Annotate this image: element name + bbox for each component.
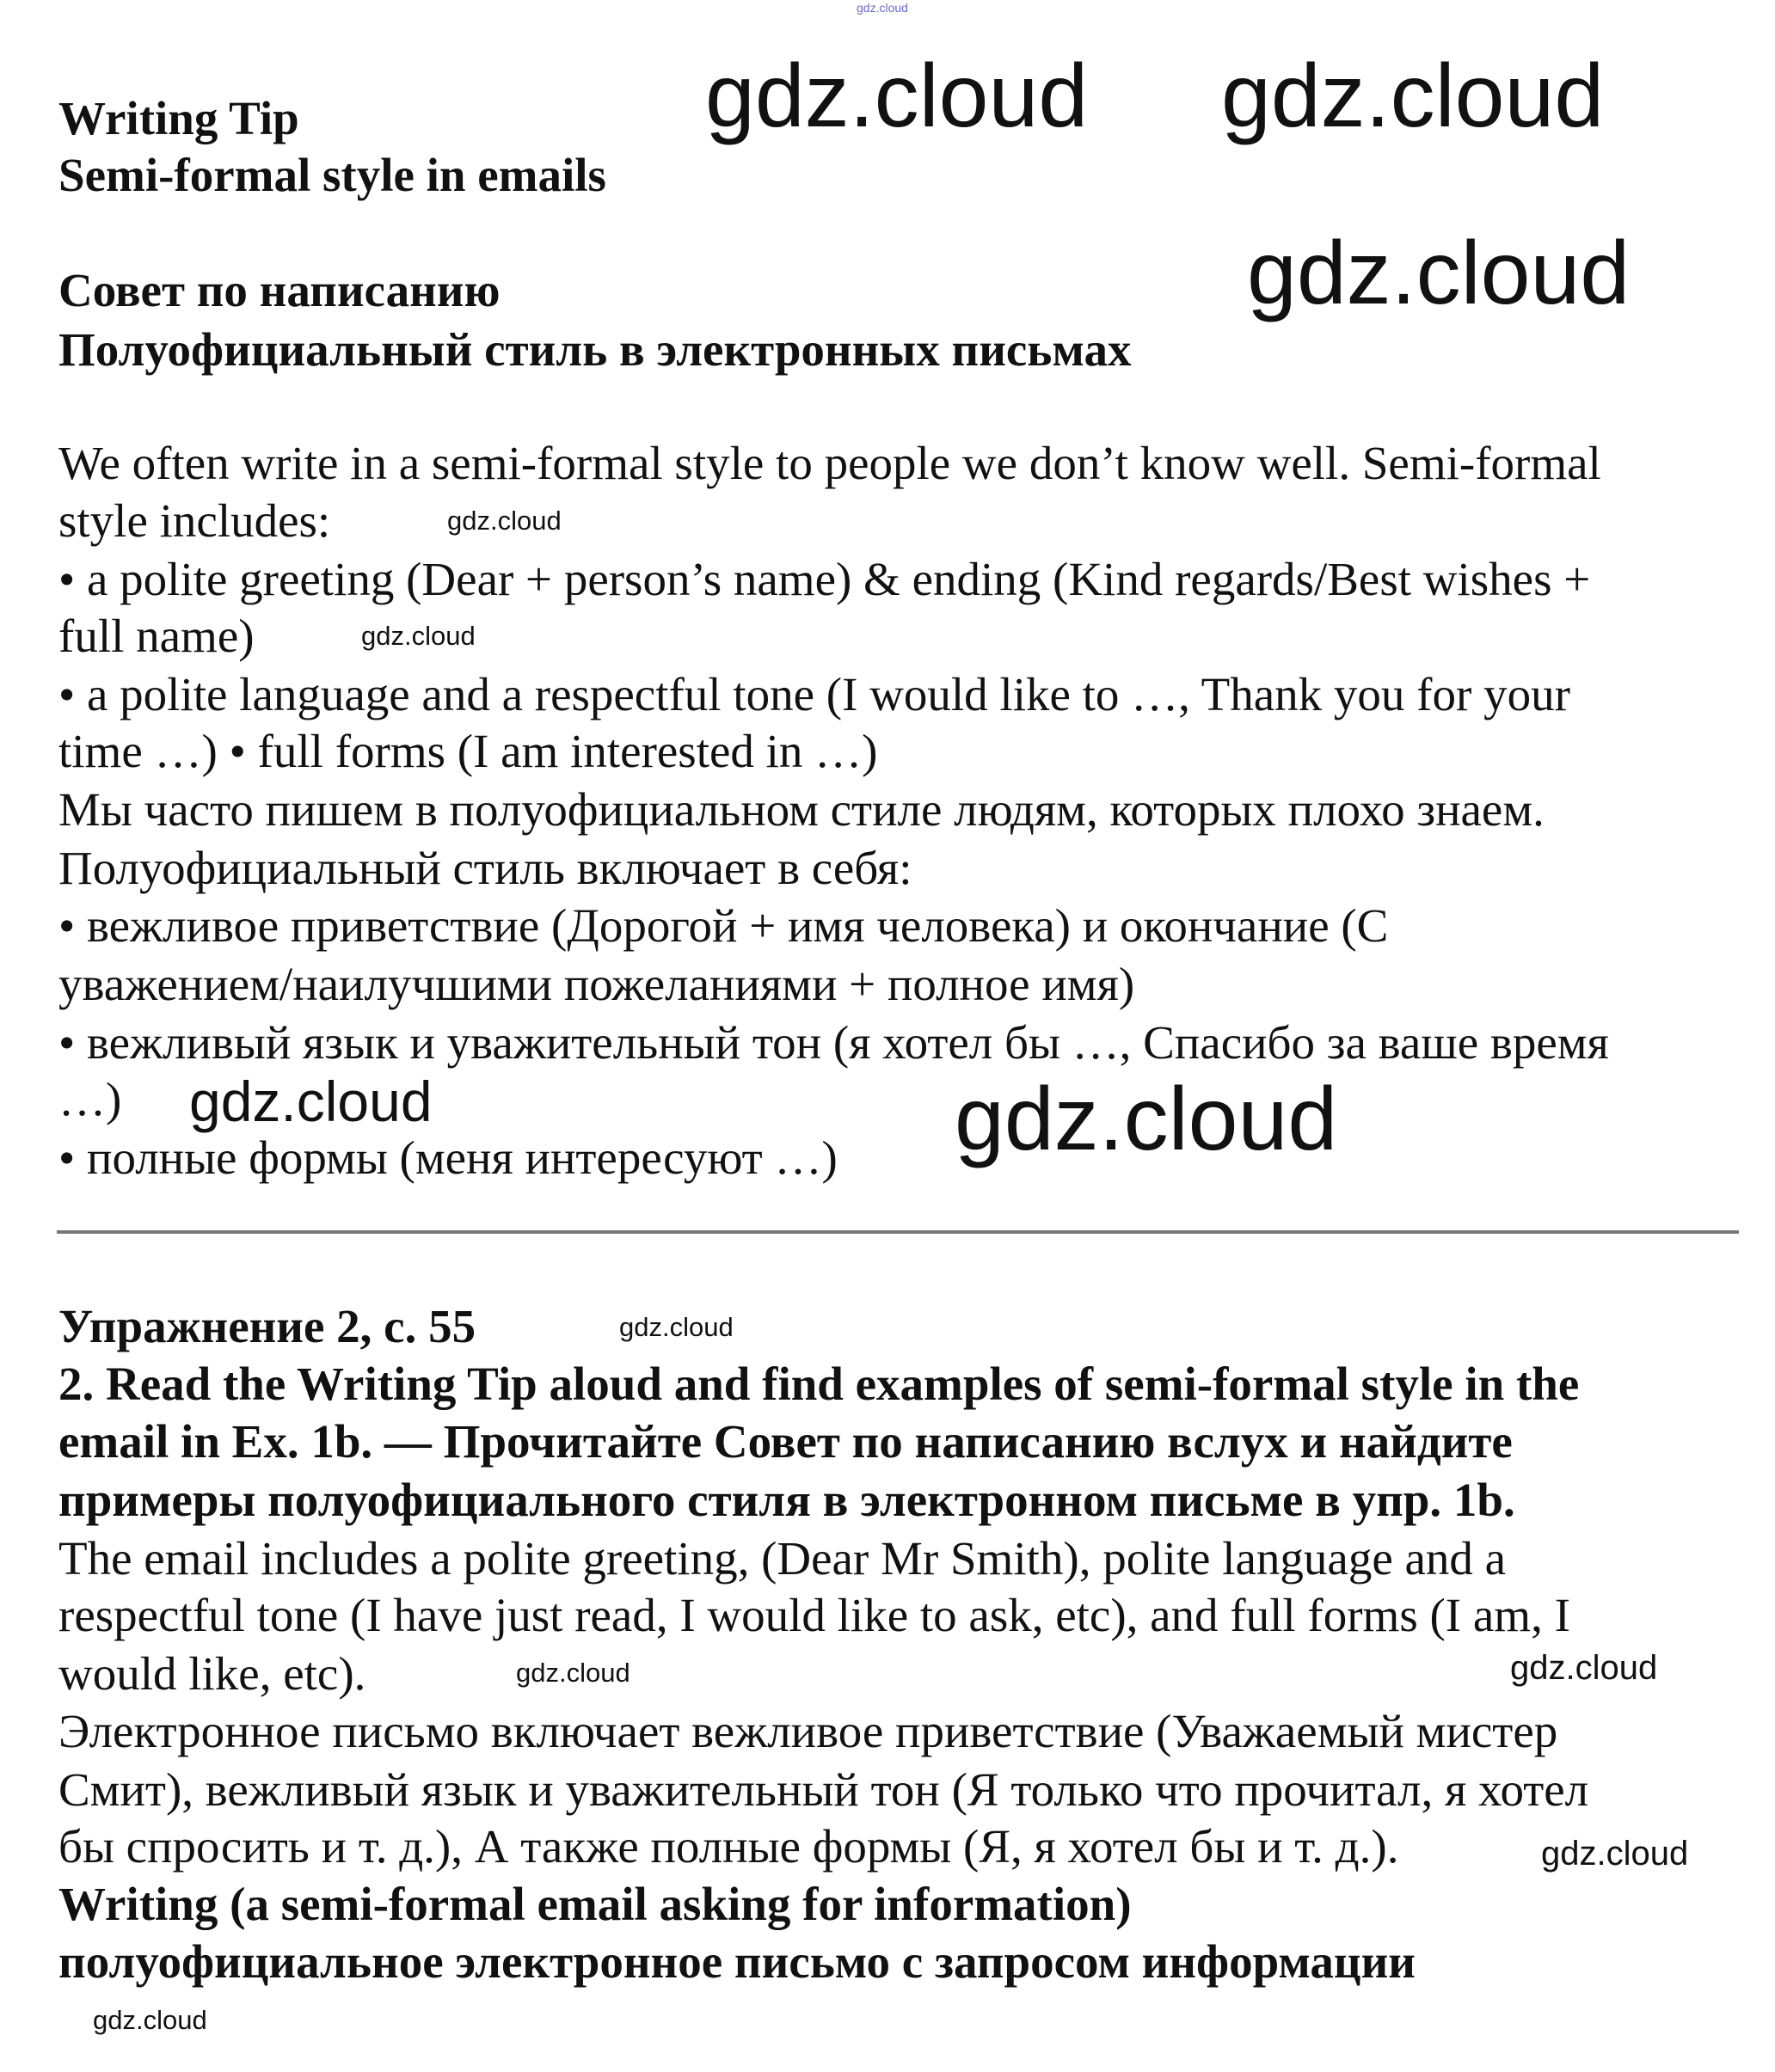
- answer-line-ru: Смит), вежливый язык и уважительный тон (Я только что прочитал, я хотел: [58, 1763, 1589, 1816]
- tip-subtitle-ru: Полуофициальный стиль в электронных письмах: [58, 323, 1132, 376]
- tip-text-line-ru: • полные формы (меня интересуют …): [58, 1131, 838, 1184]
- next-heading: Writing (a semi-formal email asking for information): [58, 1878, 1132, 1930]
- watermark: gdz.cloud: [1221, 46, 1605, 146]
- answer-line: The email includes a polite greeting, (Dear Mr Smith), polite language and a: [58, 1532, 1507, 1585]
- answer-line: would like, etc).: [58, 1647, 366, 1700]
- watermark: gdz.cloud: [189, 1070, 433, 1133]
- exercise-heading: Упражнение 2, с. 55: [58, 1300, 476, 1352]
- watermark: gdz.cloud: [705, 46, 1089, 146]
- tip-text-line: • a polite greeting (Dear + person’s name) & ending (Kind regards/Best wishes +: [58, 553, 1591, 605]
- watermark: gdz.cloud: [955, 1070, 1338, 1169]
- tip-title: Writing Tip: [58, 92, 299, 144]
- exercise-task-line: email in Ex. 1b. — Прочитайте Совет по написанию вслух и найдите: [58, 1415, 1513, 1468]
- tip-text-line-ru: …): [58, 1073, 122, 1125]
- watermark: gdz.cloud: [1510, 1649, 1658, 1687]
- tip-subtitle: Semi-formal style in emails: [58, 149, 606, 201]
- answer-line-ru: Электронное письмо включает вежливое приветствие (Уважаемый мистер: [58, 1705, 1558, 1757]
- watermark: gdz.cloud: [619, 1312, 734, 1342]
- watermark: gdz.cloud: [447, 506, 562, 536]
- exercise-task-line: примеры полуофициального стиля в электронном письме в упр. 1b.: [58, 1474, 1515, 1526]
- watermark-top: gdz.cloud: [857, 1, 908, 15]
- answer-line-ru: бы спросить и т. д.), А также полные формы (Я, я хотел бы и т. д.).: [58, 1820, 1399, 1873]
- watermark: gdz.cloud: [1247, 224, 1631, 323]
- tip-text-line-ru: Полуофициальный стиль включает в себя:: [58, 842, 912, 894]
- next-heading-ru: полуофициальное электронное письмо с запросом информации: [58, 1935, 1416, 1988]
- tip-text-line: style includes:: [58, 494, 331, 547]
- tip-text-line: We often write in a semi-formal style to people we don’t know well. Semi-formal: [58, 437, 1601, 489]
- tip-text-line-ru: Мы часто пишем в полуофициальном стиле людям, которых плохо знаем.: [58, 783, 1545, 836]
- tip-text-line-ru: уважением/наилучшими пожеланиями + полное имя): [58, 958, 1135, 1010]
- tip-text-line: • a polite language and a respectful tone (I would like to …, Thank you for your: [58, 668, 1570, 720]
- section-divider: [57, 1230, 1739, 1234]
- watermark: gdz.cloud: [516, 1658, 630, 1688]
- tip-text-line-ru: • вежливый язык и уважительный тон (я хотел бы …, Спасибо за ваше время: [58, 1016, 1609, 1069]
- answer-line: respectful tone (I have just read, I would like to ask, etc), and full forms (I am, I: [58, 1589, 1570, 1641]
- watermark: gdz.cloud: [1541, 1835, 1689, 1873]
- tip-text-line: time …) • full forms (I am interested in …): [58, 725, 878, 777]
- tip-title-ru: Совет по написанию: [58, 264, 501, 316]
- exercise-task-line: 2. Read the Writing Tip aloud and find examples of semi-formal style in the: [58, 1358, 1580, 1410]
- watermark: gdz.cloud: [93, 2005, 207, 2035]
- watermark: gdz.cloud: [361, 621, 476, 651]
- tip-text-line-ru: • вежливое приветствие (Дорогой + имя человека) и окончание (С: [58, 899, 1389, 952]
- tip-text-line: full name): [58, 610, 255, 662]
